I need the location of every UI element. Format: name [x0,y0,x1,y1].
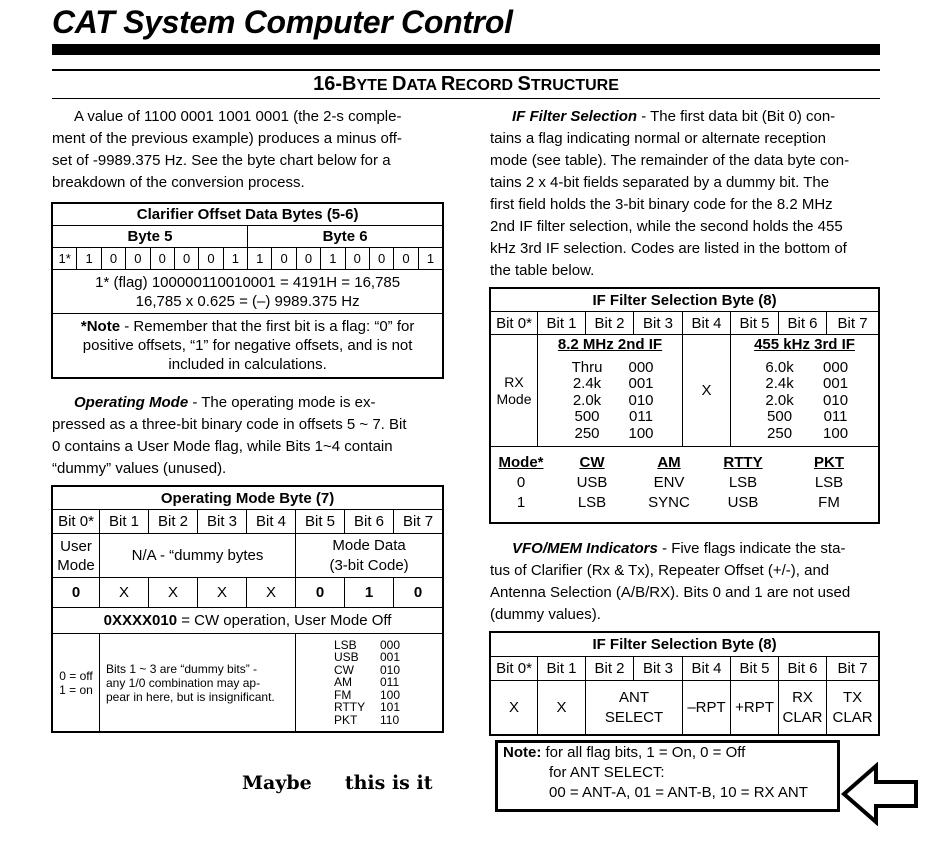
bit-header: Bit 0* [491,657,538,681]
bit-cell: 0 [345,248,369,270]
clarifier-table-title: Clarifier Offset Data Bytes (5-6) [53,204,443,226]
user-mode-cell: User Mode [53,534,100,578]
bit-header: Bit 3 [634,657,683,681]
bit-cell: 0 [174,248,198,270]
value-cell: X [247,578,296,608]
byte5-label: Byte 5 [53,226,248,248]
bit-header: Bit 7 [827,312,879,335]
vfo-bit1: X [538,681,586,735]
bit-cell: 0 [296,248,320,270]
value-cell: X [198,578,247,608]
bit-cell: 0 [272,248,296,270]
vfo-mem-paragraph: VFO/MEM Indicators - Five flags indicate the sta- tus of Clarifier (Rx & Tx), Repeater Offset (+/-), and Antenna Selection (A/B/RX). Bits 0 and 1 are not used (dummy values). [490,540,851,623]
dummy-bit-cell: X [683,335,731,447]
title-rule-thick [52,44,880,55]
bit-cell: 0 [126,248,150,270]
title-rule-thin [52,69,880,71]
value-cell: X [100,578,149,608]
tx-clar-cell: TX CLAR [827,681,879,735]
clarifier-calculation: 1* (flag) 100000110010001 = 4191H = 16,785 16,785 x 0.625 = (–) 9989.375 Hz [53,270,443,314]
bit-cell: 0 [150,248,174,270]
intro-paragraph: A value of 1100 0001 1001 0001 (the 2-s comple- ment of the previous example) produces a minus off- set of -9989.375 Hz. See the byte chart below for a breakdown of the conversion process. [52,108,402,191]
bit-header: Bit 4 [683,657,731,681]
value-cell: 0 [394,578,443,608]
vfo-mem-table [490,632,879,735]
bit-cell: 0 [199,248,223,270]
bit-header: Bit 0* [491,312,538,335]
bit-header: Bit 2 [149,510,198,534]
handwritten-annotation: Maybe this is it [242,772,433,794]
dummy-bits-note: Bits 1 ~ 3 are “dummy bits” - any 1/0 combination may ap- pear in here, but is insignificant. [100,634,296,732]
mode-data-cell: Mode Data (3-bit Code) [296,534,443,578]
bit-header: Bit 7 [394,510,443,534]
vfo-table-title: IF Filter Selection Byte (8) [491,633,879,657]
bit-cell: 1 [418,248,443,270]
operating-mode-table-title: Operating Mode Byte (7) [53,487,443,510]
mode-code-list: LSB 000 USB 001 CW 010 AM 011 FM 100 RTTY 101 PKT 110 [296,634,443,732]
bit-header: Bit 2 [586,657,634,681]
bit-cell: 1 [77,248,101,270]
value-cell: 0 [296,578,345,608]
bit-cell: 1* [53,248,77,270]
bit-header: Bit 6 [345,510,394,534]
dummy-bytes-cell: N/A - “dummy bytes [100,534,296,578]
vfo-note: Note: for all flag bits, 1 = On, 0 = Off for ANT SELECT: 00 = ANT-A, 01 = ANT-B, 10 = RX ANT [503,744,808,801]
left-arrow-outline-icon [840,762,920,826]
bit-header: Bit 5 [296,510,345,534]
bit-cell: 1 [248,248,272,270]
rx-clar-cell: RX CLAR [779,681,827,735]
minus-rpt-cell: –RPT [683,681,731,735]
bit-header: Bit 0* [53,510,100,534]
bit-header: Bit 2 [586,312,634,335]
bit-cell: 0 [369,248,393,270]
section-rule [52,98,880,99]
bit-header: Bit 6 [779,312,827,335]
vfo-bit0: X [491,681,538,735]
bit-header: Bit 4 [247,510,296,534]
mode-mapping-cell: Mode* CW AM RTTY PKT 0 USB ENV LSB LSB 1 LSB SYNC USB FM [491,447,879,523]
value-cell: X [149,578,198,608]
if-filter-table-title: IF Filter Selection Byte (8) [491,289,879,312]
bit-header: Bit 6 [779,657,827,681]
plus-rpt-cell: +RPT [731,681,779,735]
ant-select-cell: ANT SELECT [586,681,683,735]
bit-cell: 0 [101,248,125,270]
bit-header: Bit 5 [731,312,779,335]
flag-legend: 0 = off 1 = on [53,634,100,732]
third-if-cell: 455 kHz 3rd IF 6.0k 000 2.4k 001 2.0k 010 500 011 250 100 [731,335,879,447]
bit-header: Bit 4 [683,312,731,335]
rx-mode-cell: RX Mode [491,335,538,447]
if-filter-paragraph: IF Filter Selection - The first data bit (Bit 0) con- tains a flag indicating normal or alternate reception mode (see table). The remainder of the data byte con- tains 2 x 4-bit fields separated by a dummy bit. The first field holds the 3-bit binary code for the 8.2 MHz 2nd IF filter selection, while the second holds the 455 kHz 3rd IF selection. Codes are listed in the bottom of the table below. [490,108,850,279]
value-cell: 1 [345,578,394,608]
clarifier-offset-table [52,203,443,378]
bit-cell: 0 [394,248,418,270]
bit-header: Bit 3 [198,510,247,534]
operating-mode-table [52,486,443,732]
bit-header: Bit 1 [538,312,586,335]
bit-header: Bit 1 [100,510,149,534]
section-heading: 16-BYTE DATA RECORD STRUCTURE [313,73,619,95]
byte6-label: Byte 6 [248,226,443,248]
second-if-label: 8.2 MHz 2nd IF [557,336,663,353]
value-cell: 0 [53,578,100,608]
clarifier-note: *Note - Remember that the first bit is a flag: “0” for positive offsets, “1” for negative offsets, and is not included in calculations. [53,314,443,378]
third-if-label: 455 kHz 3rd IF [754,336,855,353]
bit-header: Bit 7 [827,657,879,681]
bit-cell: 1 [321,248,345,270]
second-if-cell: 8.2 MHz 2nd IF Thru 000 2.4k 001 2.0k 010 500 011 250 100 [538,335,683,447]
operating-mode-example: 0XXXX010 = CW operation, User Mode Off [53,608,443,634]
bit-header: Bit 1 [538,657,586,681]
bit-header: Bit 3 [634,312,683,335]
operating-mode-paragraph: Operating Mode - The operating mode is ex- pressed as a three-bit binary code in offsets 5 ~ 7. Bit 0 contains a User Mode flag, while Bits 1~4 contain “dummy” values (unused). [52,394,407,477]
bit-cell: 1 [223,248,247,270]
if-filter-table [490,288,879,523]
bit-header: Bit 5 [731,657,779,681]
page-title: CAT System Computer Control [52,4,513,40]
